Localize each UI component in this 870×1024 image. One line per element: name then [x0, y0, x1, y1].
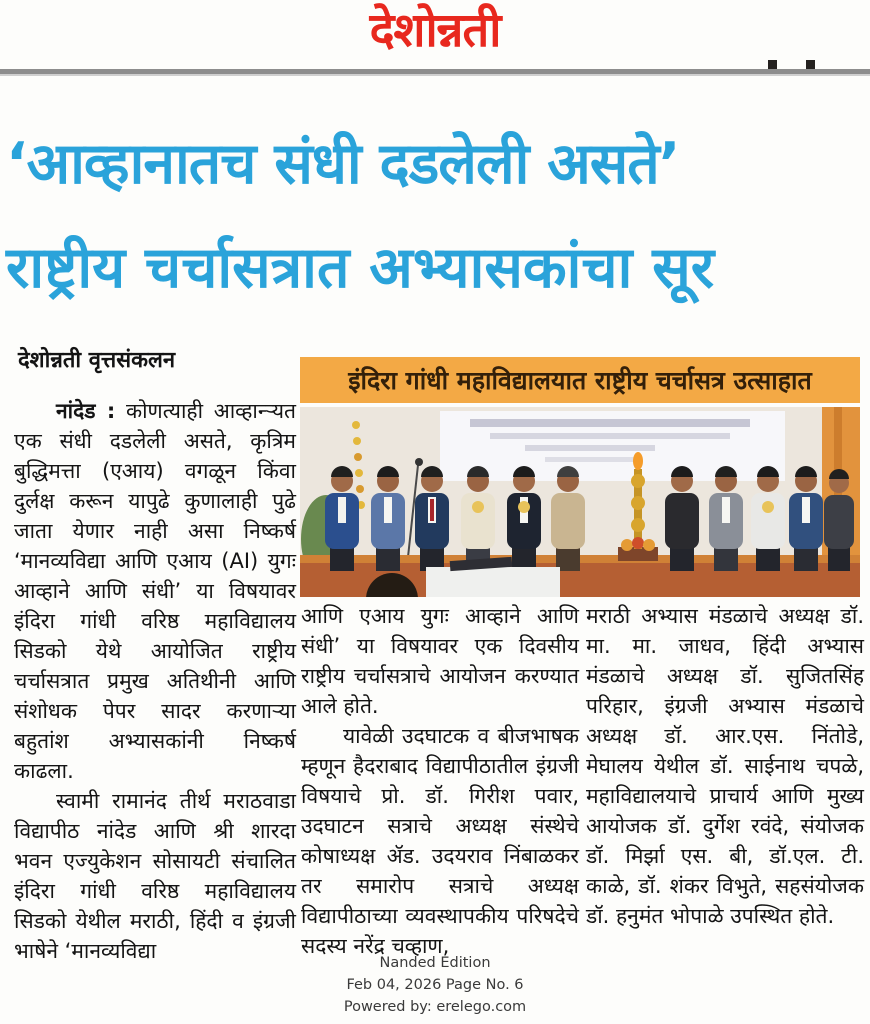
masthead-divider — [0, 69, 870, 76]
powered-by-label: Powered by: erelego.com — [343, 999, 527, 1015]
masthead-title: देशोन्नती — [369, 3, 501, 58]
dateline: नांदेड : — [56, 399, 116, 423]
paragraph-text: स्वामी रामानंद तीर्थ मराठवाडा विद्यापीठ नांदेड आणि श्री शारदा भवन एज्युकेशन सोसायटी संचालित इंदिरा गांधी वरिष्ठ महाविद्यालय सिडको येथील मराठी, हिंदी व इंग्रजी भाषेने ‘मानव्यविद्या — [14, 789, 296, 963]
article-column-1 — [14, 396, 296, 966]
article-column-2 — [301, 601, 579, 961]
paragraph-text: यावेळी उदघाटक व बीजभाषक म्हणून हैदराबाद विद्यापीठातील इंग्रजी विषयाचे प्रो. डॉ. गिरीश पवार, उदघाटन सत्राचे अध्यक्ष संस्थेचे कोषाध्यक्ष ॲड. उदयराव निंबाळकर तर समारोप सत्राचे अध्यक्ष विद्यापीठाच्या व्यवस्थापकीय परिषदेचे सदस्य नरेंद्र चव्हाण, — [301, 724, 579, 958]
paragraph — [14, 396, 296, 786]
byline: देशोन्नती वृत्तसंकलन — [18, 348, 176, 373]
article-column-3 — [586, 601, 864, 931]
headline-line-2: राष्ट्रीय चर्चासत्रात अभ्यासकांचा सूर — [6, 235, 715, 301]
paragraph-text: मराठी अभ्यास मंडळाचे अध्यक्ष डॉ. मा. मा. जाधव, हिंदी अभ्यास मंडळाचे अध्यक्ष डॉ. सुजितसिंह परिहार, इंग्रजी अभ्यास मंडळाचे अध्यक्ष डॉ. आर.एस. निंतोडे, मेघालय येथील डॉ. साईनाथ चपळे, महाविद्यालयाचे प्राचार्य आणि मुख्य आयोजक डॉ. दुर्गेश रवंदे, संयोजक डॉ. मिर्झा एस. बी, डॉ.एल. टी. काळे, डॉ. शंकर विभुते, सहसंयोजक डॉ. हनुमंत भोपाळे उपस्थित होते. — [586, 604, 864, 928]
edition-label: Nanded Edition — [379, 955, 491, 971]
paragraph-text: आणि एआय युगः आव्हाने आणि संधी’ या विषयावर एक दिवसीय राष्ट्रीय चर्चासत्राचे आयोजन करण्यात आले होते. — [301, 604, 579, 718]
masthead-dot-icon — [768, 60, 777, 69]
paragraph — [301, 721, 579, 961]
article-headline — [6, 112, 864, 320]
date-page-label: Feb 04, 2026 Page No. 6 — [346, 977, 524, 993]
page-footer — [0, 952, 870, 1018]
event-photo — [300, 407, 860, 597]
paragraph — [14, 786, 296, 966]
masthead-dot-icon — [806, 60, 815, 69]
paragraph — [586, 601, 864, 931]
photo-caption: इंदिरा गांधी महाविद्यालयात राष्ट्रीय चर्चासत्र उत्साहात — [300, 357, 860, 403]
paragraph — [301, 601, 579, 721]
headline-line-1: ‘आव्हानातच संधी दडलेली असते’ — [6, 131, 680, 197]
paragraph-text: कोणत्याही आव्हान्ऱ्यत एक संधी दडलेली असते, कृत्रिम बुद्धिमत्ता (एआय) वगळून किंवा दुर्लक्ष करून यापुढे कुणालाही पुढे जाता येणार नाही असा निष्कर्ष ‘मानव्यविद्या आणि एआय (AI) युगः आव्हाने आणि संधी’ या विषयावर इंदिरा गांधी वरिष्ठ महाविद्यालय सिडको येथे आयोजित राष्ट्रीय चर्चासत्रात प्रमुख अतिथीनी आणि संशोधक पेपर सादर करणाऱ्या बहुतांश अभ्यासकांनी निष्कर्ष काढला. — [14, 399, 296, 783]
